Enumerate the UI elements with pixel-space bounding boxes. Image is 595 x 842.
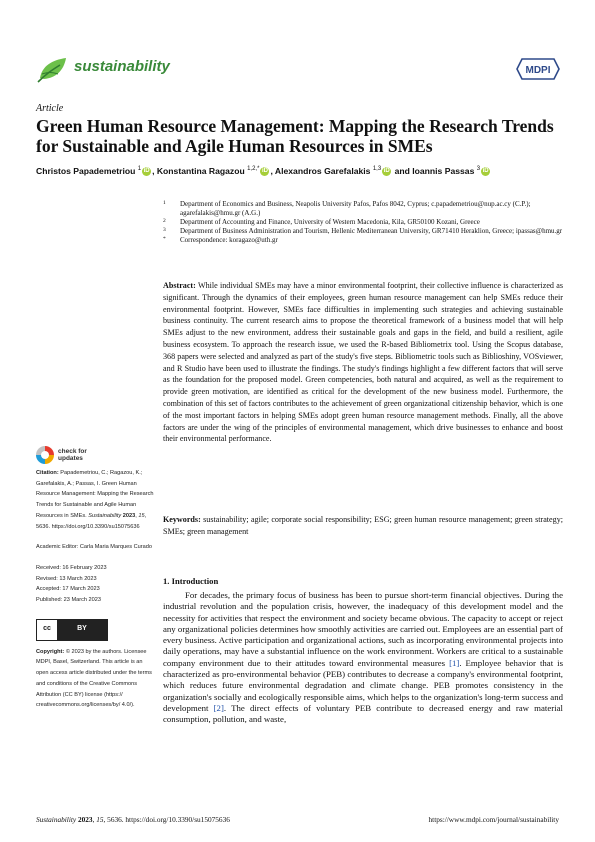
mdpi-logo[interactable] [516, 58, 560, 80]
author-affiliation-sup: 1,2,* [247, 166, 260, 173]
copyright-label: Copyright: [36, 648, 65, 655]
reference-link[interactable]: [1] [449, 657, 460, 668]
orcid-icon[interactable]: iD [383, 168, 390, 175]
citation-pages: , 5636. [36, 512, 147, 530]
academic-editor: Academic Editor: Carla Maria Marques Curado [36, 544, 152, 551]
copyright-block [36, 647, 154, 711]
check-for-updates-button[interactable] [36, 446, 116, 466]
check-for-updates-line1: check for [58, 448, 87, 455]
author-name[interactable]: Alexandros Garefalakis [274, 166, 371, 176]
abstract [163, 280, 563, 445]
orcid-icon[interactable]: iD [261, 168, 268, 175]
accepted-date: Accepted: 17 March 2023 [36, 586, 100, 593]
article-type: Article [36, 103, 64, 114]
citation-doi-link[interactable]: https://doi.org/10.3390/su15075636 [51, 523, 140, 530]
reference-link[interactable]: [2] [213, 702, 224, 713]
mdpi-logo-text: MDPI [525, 65, 551, 76]
author-affiliation-sup: 1 [137, 166, 142, 173]
footer-citation: Sustainability 2023, 15, 5636. https://doi.org/10.3390/su15075636 [36, 815, 230, 824]
author-name[interactable]: Ioannis Passas [412, 166, 475, 176]
citation-text: Papademetriou, C.; Ragazou, K.; Garefalakis, A.; Passas, I. Green Human Resource Management: Mapping the Research Trends for Sustainable and Agile Human Resources in SMEs. [36, 470, 154, 519]
footer-year: 2023 [77, 815, 93, 824]
affiliation-item [163, 200, 563, 218]
section-heading-introduction: 1. Introduction [163, 576, 219, 586]
published-date: Published: 23 March 2023 [36, 597, 101, 604]
intro-text-part1: For decades, the primary focus of business has been to pursue short-term financial objectives. During the industrial revolution and the population crisis, however, the inadequacy of this development model and the necessity for activities that respect the environment and society became obvious. The capacity to accept or reject any organizational policies determines how smoothly activities are carried out. Employees are an essential part of every business. Active participation and organizational actions, such as incorporating environmental projects into daily operations, may have a substantial influence on the work environment. Workers are critical to a sustainable company environment due to their attitudes toward environmental measures [163, 590, 563, 668]
abstract-text: While individual SMEs may have a minor environmental footprint, their collective influence is characterized as significant. Through the dynamics of their employees, green human resource management can help SMEs reduce their environmental footprint. However, SMEs face difficulties in implementing such strategies and achieving sustainable business continuity. The current research aims to propose the theoretical framework of a business model that will help SMEs adjust to the new environment, address their sustainable goals and gaps in the field, and build a resilient, agile business ecosystem. To approach the research issue, we used the R-based Bibliometrix tool. Using the Scopus database, 368 papers were selected and analyzed as part of the study's five steps. Bibliometric tools such as Biblioshiny, VOSviewer, and R Studio have been used to illustrate the findings. The study's findings highlight a few different factors that will serve as the foundation for the proposed model. Green competencies, both natural and acquired, as well as the requirement to provide green motivation, are identified as critical for the development of the new business model. Furthermore, the combination of this set of factors contributes to the achievement of green organizational citizenship behavior, which is one of the most important factors in helping SMEs adopt green human resource management methods. Finally, all the above factors are under the wing of the principles of environmental management, which drive businesses to enhance and boost their environmental performance. [163, 281, 563, 444]
footer-journal-url[interactable]: https://www.mdpi.com/journal/sustainability [428, 815, 559, 824]
cc-by-license-badge[interactable] [36, 619, 108, 641]
copyright-text: © 2023 by the authors. Licensee MDPI, Basel, Switzerland. This article is an open access article distributed under the terms and conditions of the Creative Commons Attribution (CC BY) license (https:// creativecommons.org/licenses/by/ 4.0/). [36, 648, 152, 709]
creative-commons-icon: cc [43, 625, 51, 633]
affiliations [163, 200, 563, 245]
affiliation-item [163, 227, 563, 236]
intro-text-part3: . The direct effects of voluntary PEB contribute to decreased energy and raw material consumption, pollution, and waste, [163, 702, 564, 725]
affiliation-item [163, 236, 563, 245]
footer-volume: 15 [96, 815, 104, 824]
journal-leaf-logo-icon [36, 52, 70, 86]
author-affiliation-sup: 3 [476, 166, 481, 173]
footer-journal: Sustainability [36, 815, 77, 824]
affiliation-text: Department of Accounting and Finance, University of Western Macedonia, Kila, GR50100 Kozani, Greece [180, 218, 480, 226]
check-for-updates-label [58, 448, 87, 462]
affiliation-number: 3 [163, 227, 166, 233]
affiliation-number: 2 [163, 218, 166, 224]
orcid-icon[interactable]: iD [143, 168, 150, 175]
footer-doi[interactable]: , 5636. https://doi.org/10.3390/su15075636 [103, 815, 230, 824]
citation-label: Citation: [36, 470, 59, 476]
citation-journal: Sustainability [88, 512, 122, 519]
citation-volume: 15 [138, 512, 145, 519]
journal-name[interactable]: sustainability [74, 58, 170, 75]
affiliation-text: Department of Business Administration and Tourism, Hellenic Mediterranean University, GR71410 Heraklion, Greece; ipassas@hmu.gr [180, 227, 563, 235]
affiliation-text: Department of Economics and Business, Neapolis University Pafos, Pafos 8042, Cyprus; c.papademetriou@nup.ac.cy (C.P.); agarefalakis@hmu.gr (A.G.) [180, 200, 531, 217]
article-info-sidebar [36, 468, 154, 711]
affiliation-number: * [163, 236, 166, 242]
attribution-by-icon: BY [57, 620, 107, 640]
revised-date: Revised: 13 March 2023 [36, 575, 97, 582]
mdpi-logo-icon [516, 58, 560, 80]
author-list: Christos Papademetriou $^1$ iD , Konstantina Ragazou $^{1,2,*}$ iD , Alexandros Garefalakis $^{1,3}$ iD and Ioannis Passas $^3$ iD [36, 166, 489, 176]
author-name[interactable]: Konstantina Ragazou [156, 166, 245, 176]
affiliation-item [163, 218, 563, 227]
citation-year: 2023 [122, 512, 136, 519]
check-for-updates-icon [36, 446, 54, 464]
keywords-text: sustainability; agile; corporate social responsibility; ESG; green human resource management; green strategy; SMEs; green management [163, 515, 563, 536]
orcid-icon[interactable]: iD [482, 168, 489, 175]
author-name[interactable]: Christos Papademetriou [36, 166, 136, 176]
keywords-label: Keywords: [163, 515, 201, 524]
author-affiliation-sup: 1,3 [372, 166, 382, 173]
check-for-updates-line2: updates [58, 455, 83, 462]
article-title: Green Human Resource Management: Mapping the Research Trends for Sustainable and Agile Human Resources in SMEs [36, 116, 554, 156]
affiliation-number: 1 [163, 200, 166, 206]
affiliation-text: Correspondence: koragazo@uth.gr [180, 236, 278, 244]
citation-block: Citation: Papademetriou, C.; Ragazou, K.; Garefalakis, A.; Passas, I. Green Human Resource Management: Mapping the Research Trends for Sustainable and Agile Human Resources in SMEs. Sustainability 2023, 15, 5636. https://doi.org/10.3390/su15075636 [36, 470, 154, 530]
introduction-paragraph [163, 590, 563, 726]
received-date: Received: 16 February 2023 [36, 564, 107, 571]
abstract-label: Abstract: [163, 281, 196, 290]
intro-text-part2: . Employee behavior that is characterized as pro-environmental behavior (PEB) contributes to decrease a company's environmental footprint, which reduces future environmental degradation and climate change. PEB promotes consistency in the organization's socially and ecologically responsible aims, which helps to the organization's long-term success and development [163, 657, 564, 713]
keywords [163, 514, 563, 538]
